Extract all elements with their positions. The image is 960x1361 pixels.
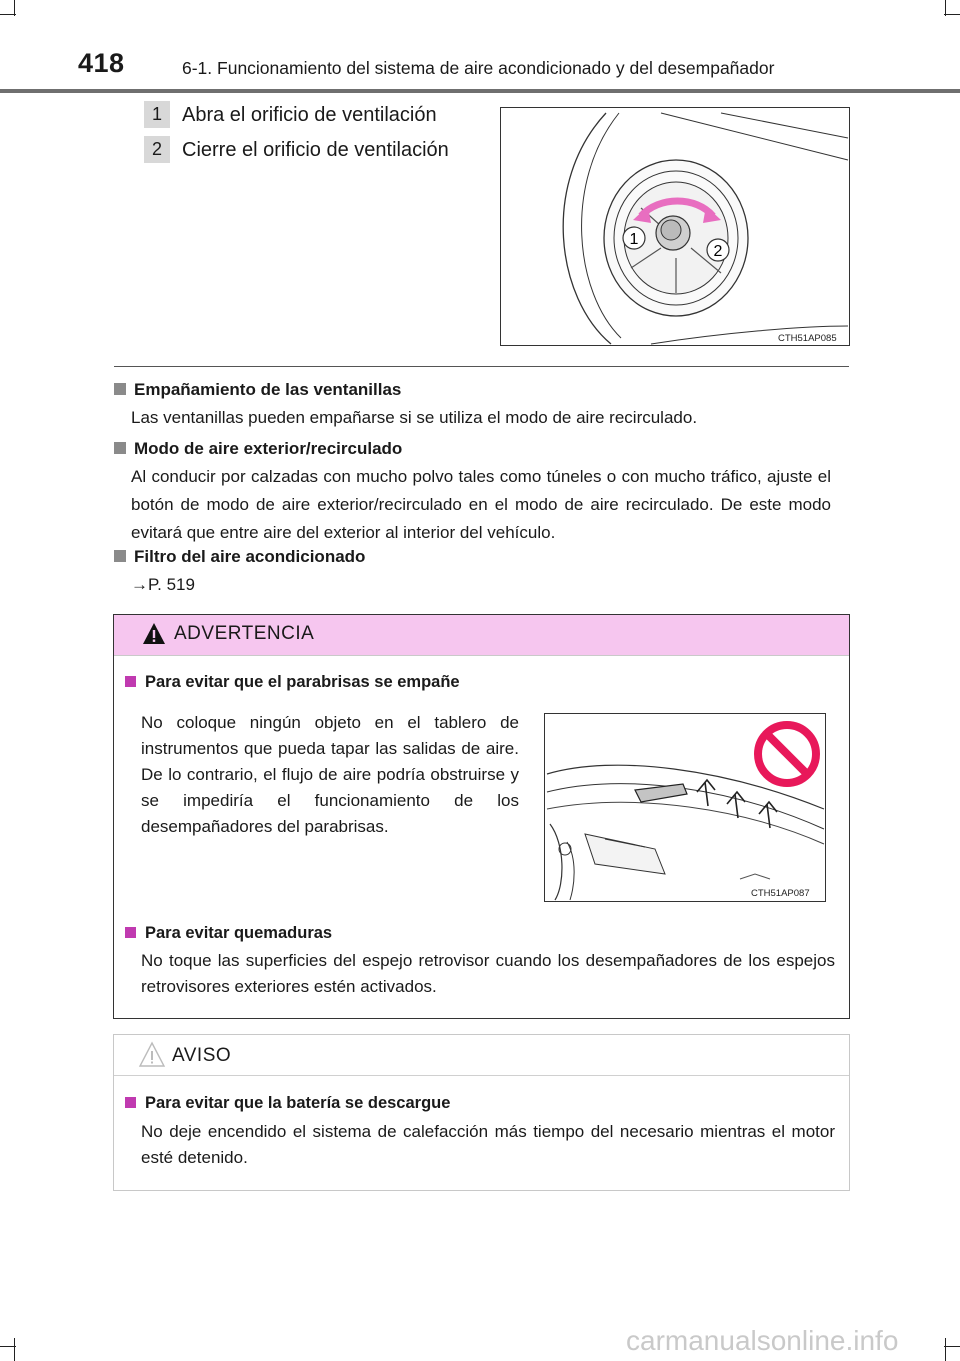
chapter-title: 6-1. Funcionamiento del sistema de aire acondicionado y del desempañador xyxy=(182,58,775,78)
warning-title: ADVERTENCIA xyxy=(174,623,315,644)
notice-item1-heading: Para evitar que la batería se descargue xyxy=(125,1094,450,1113)
bullet-square-icon xyxy=(125,676,136,687)
header-rule xyxy=(0,89,960,93)
section-heading-air-mode: Modo de aire exterior/recirculado xyxy=(114,439,402,459)
vent-callout-2: 2 xyxy=(713,243,723,260)
page-number: 418 xyxy=(78,48,125,78)
crop-mark-tr-h xyxy=(944,14,960,15)
bullet-square-icon xyxy=(125,927,136,938)
vent-callout-1: 1 xyxy=(629,231,639,248)
figure1-label: CTH51AP085 xyxy=(778,333,837,344)
section-body-air-mode: Al conducir por calzadas con mucho polvo tales como túneles o con mucho tráfico, ajuste el botón de modo de aire exterior/recirculado en el modo de aire recirculado. De este modo evitará que entre aire del exterior al interior del vehículo. xyxy=(131,467,831,542)
bullet-square-icon xyxy=(114,383,126,395)
warning-item1-heading: Para evitar que el parabrisas se empañe xyxy=(125,673,460,692)
warning-header xyxy=(114,615,849,656)
section-body-filter: →P. 519 xyxy=(131,575,195,594)
warning-triangle-icon xyxy=(142,622,166,646)
vent-illustration xyxy=(500,107,850,346)
caution-triangle-icon xyxy=(138,1041,166,1069)
bullet-square-icon xyxy=(114,550,126,562)
dashboard-illustration xyxy=(544,713,826,902)
bullet-square-icon xyxy=(114,442,126,454)
step-1-label: Abra el orificio de ventilación xyxy=(182,104,437,126)
crop-mark-tl-v xyxy=(14,0,15,16)
crop-mark-br-h xyxy=(944,1346,960,1347)
watermark: carmanualsonline.info xyxy=(626,1325,899,1356)
section-body-fogging: Las ventanillas pueden empañarse si se utiliza el modo de aire recirculado. xyxy=(131,408,698,427)
notice-box xyxy=(113,1034,850,1191)
section-heading-fogging: Empañamiento de las ventanillas xyxy=(114,380,401,400)
notice-title: AVISO xyxy=(172,1045,232,1066)
crop-mark-tr-v xyxy=(945,0,946,16)
crop-mark-bl-v xyxy=(14,1338,15,1361)
crop-mark-br-v xyxy=(945,1338,946,1361)
notice-item1-body: No deje encendido el sistema de calefacción más tiempo del necesario mientras el motor esté detenido. xyxy=(141,1122,835,1167)
warning-item2-heading: Para evitar quemaduras xyxy=(125,924,332,943)
warning-box xyxy=(113,614,850,1019)
warning-item2-body: No toque las superficies del espejo retrovisor cuando los desempañadores de los espejos retrovisores exteriores estén activados. xyxy=(141,951,835,996)
notice-header xyxy=(114,1035,849,1076)
section-separator xyxy=(114,366,849,367)
step-2-number: 2 xyxy=(144,136,170,163)
step-1-number: 1 xyxy=(144,101,170,128)
section-heading-filter: Filtro del aire acondicionado xyxy=(114,547,365,567)
warning-item1-body: No coloque ningún objeto en el tablero de instrumentos que pueda tapar las salidas de aire. De lo contrario, el flujo de aire podría obstruirse y se impediría el funcionamiento de los desempañadores del parabrisas. xyxy=(141,713,519,836)
step-2-label: Cierre el orificio de ventilación xyxy=(182,139,449,161)
bullet-square-icon xyxy=(125,1097,136,1108)
figure2-label: CTH51AP087 xyxy=(751,888,810,899)
